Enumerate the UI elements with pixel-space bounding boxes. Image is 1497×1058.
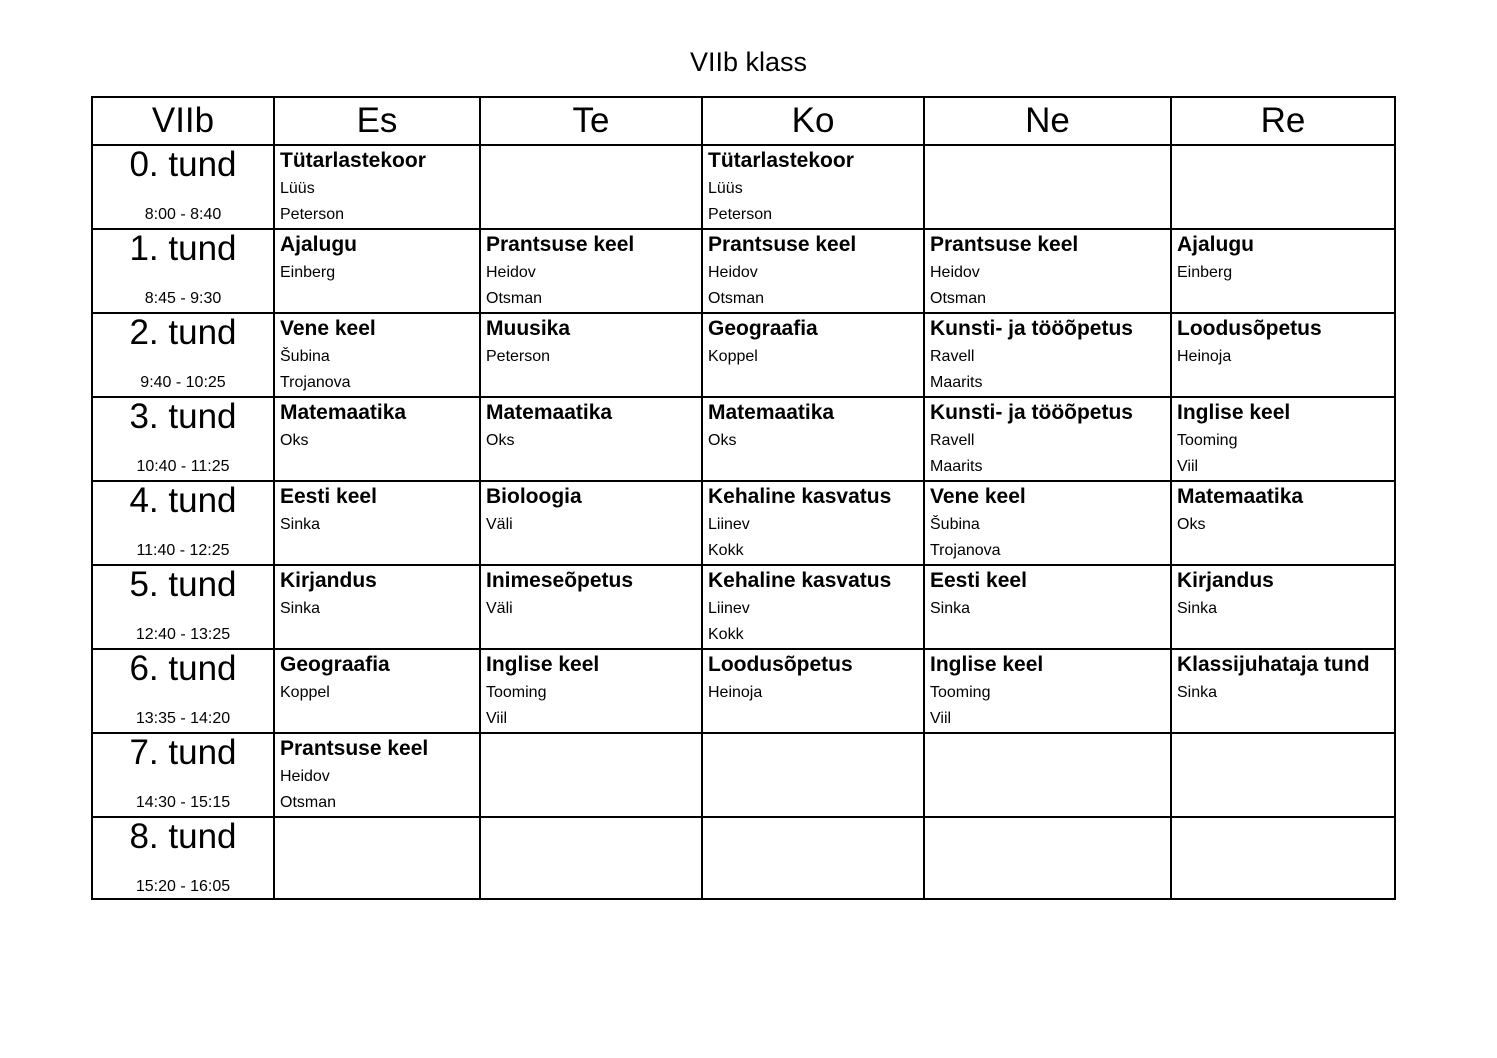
lesson-cell-monday: [274, 481, 480, 565]
lesson-cell-wednesday: [702, 481, 924, 565]
lesson-cell-wednesday: [702, 565, 924, 649]
period-name: 7. tund: [129, 733, 237, 772]
lesson-teacher: Koppel: [708, 348, 758, 365]
period-time: 9:40 - 10:25: [140, 374, 226, 391]
period-name: 5. tund: [129, 565, 237, 604]
lesson-cell-thursday: [924, 565, 1171, 649]
period-time: 10:40 - 11:25: [136, 458, 230, 475]
header-row: [92, 97, 1395, 145]
lesson-cell-wednesday: [702, 313, 924, 397]
lesson-subject: Inimeseõpetus: [486, 569, 634, 592]
lesson-teacher: Koppel: [280, 684, 330, 701]
lesson-subject: Kirjandus: [280, 569, 377, 592]
period-time: 11:40 - 12:25: [136, 542, 230, 559]
lesson-subject: Tütarlastekoor: [708, 149, 854, 172]
lesson-teacher: Otsman: [708, 290, 765, 307]
lesson-subject: Geograafia: [280, 653, 390, 676]
lesson-teacher: Šubina: [280, 348, 330, 365]
lesson-subject: Kunsti- ja tööõpetus: [930, 401, 1133, 424]
header-day-friday: Re: [1171, 97, 1395, 145]
lesson-cell-monday: [274, 649, 480, 733]
lesson-subject: Kunsti- ja tööõpetus: [930, 317, 1133, 340]
lesson-teacher: Sinka: [1177, 684, 1218, 701]
page-title: VIIb klass: [689, 47, 808, 77]
lesson-cell-thursday: [924, 817, 1171, 899]
lesson-subject: Geograafia: [708, 317, 818, 340]
lesson-cell-thursday: [924, 649, 1171, 733]
header-day-tuesday: Te: [480, 97, 702, 145]
period-time: 12:40 - 13:25: [135, 626, 231, 643]
lesson-teacher: Oks: [1177, 516, 1206, 533]
lesson-subject: Tütarlastekoor: [280, 149, 426, 172]
lesson-cell-friday: [1171, 817, 1395, 899]
lesson-teacher: Einberg: [1177, 264, 1233, 281]
lesson-teacher: Väli: [486, 600, 513, 617]
lesson-subject: Bioloogia: [486, 485, 582, 508]
lesson-cell-wednesday: [702, 397, 924, 481]
lesson-subject: Muusika: [486, 317, 571, 340]
period-name: 1. tund: [129, 229, 237, 268]
lesson-subject: Prantsuse keel: [708, 233, 857, 256]
timetable: [91, 96, 1396, 900]
period-time: 14:30 - 15:15: [135, 794, 231, 811]
lesson-teacher: Liinev: [708, 516, 750, 533]
lesson-teacher: Heinoja: [1177, 348, 1232, 365]
period-cell: [92, 481, 274, 565]
lesson-subject: Vene keel: [280, 317, 376, 340]
lesson-cell-tuesday: [480, 397, 702, 481]
lesson-cell-friday: [1171, 733, 1395, 817]
lesson-cell-friday: [1171, 145, 1395, 229]
lesson-subject: Inglise keel: [1177, 401, 1291, 424]
header-day-thursday: Ne: [924, 97, 1171, 145]
lesson-teacher: Trojanova: [930, 542, 1001, 559]
lesson-cell-friday: [1171, 481, 1395, 565]
lesson-cell-friday: [1171, 397, 1395, 481]
lesson-cell-monday: [274, 565, 480, 649]
period-name: 6. tund: [129, 649, 237, 688]
period-cell: [92, 565, 274, 649]
period-name: 8. tund: [129, 817, 237, 856]
lesson-cell-friday: [1171, 649, 1395, 733]
period-time: 8:45 - 9:30: [144, 290, 222, 307]
lesson-cell-monday: [274, 397, 480, 481]
lesson-cell-monday: [274, 229, 480, 313]
table-row: [92, 817, 1395, 899]
lesson-teacher: Einberg: [280, 264, 336, 281]
lesson-subject: Kehaline kasvatus: [708, 485, 892, 508]
period-time: 15:20 - 16:05: [135, 878, 231, 895]
lesson-cell-tuesday: [480, 649, 702, 733]
lesson-teacher: Oks: [280, 432, 309, 449]
table-row: [92, 733, 1395, 817]
lesson-teacher: Ravell: [930, 348, 975, 365]
lesson-teacher: Sinka: [930, 600, 971, 617]
period-cell: [92, 229, 274, 313]
table-row: [92, 229, 1395, 313]
lesson-subject: Ajalugu: [1177, 233, 1254, 256]
lesson-cell-tuesday: [480, 817, 702, 899]
period-cell: [92, 817, 274, 899]
lesson-teacher: Heinoja: [708, 684, 763, 701]
lesson-cell-friday: [1171, 313, 1395, 397]
lesson-teacher: Kokk: [708, 542, 744, 559]
lesson-teacher: Sinka: [1177, 600, 1218, 617]
lesson-cell-thursday: [924, 481, 1171, 565]
lesson-cell-tuesday: [480, 481, 702, 565]
lesson-teacher: Oks: [486, 432, 515, 449]
lesson-cell-thursday: [924, 313, 1171, 397]
lesson-teacher: Oks: [708, 432, 737, 449]
lesson-teacher: Peterson: [280, 206, 345, 223]
lesson-teacher: Otsman: [486, 290, 543, 307]
header-class: VIIb: [92, 97, 274, 145]
lesson-teacher: Viil: [1177, 458, 1199, 475]
lesson-teacher: Šubina: [930, 516, 980, 533]
lesson-teacher: Maarits: [930, 458, 983, 475]
lesson-cell-monday: [274, 145, 480, 229]
lesson-cell-tuesday: [480, 313, 702, 397]
lesson-cell-monday: [274, 313, 480, 397]
lesson-subject: Kirjandus: [1177, 569, 1274, 592]
lesson-teacher: Väli: [486, 516, 513, 533]
lesson-cell-tuesday: [480, 733, 702, 817]
period-time: 8:00 - 8:40: [144, 206, 222, 223]
lesson-subject: Ajalugu: [280, 233, 357, 256]
lesson-subject: Matemaatika: [280, 401, 407, 424]
lesson-teacher: Peterson: [708, 206, 773, 223]
lesson-cell-thursday: [924, 397, 1171, 481]
lesson-subject: Eesti keel: [280, 485, 377, 508]
lesson-cell-friday: [1171, 565, 1395, 649]
lesson-teacher: Lüüs: [280, 180, 315, 197]
table-row: [92, 565, 1395, 649]
period-name: 3. tund: [129, 397, 237, 436]
lesson-subject: Klassijuhataja tund: [1177, 653, 1370, 676]
lesson-cell-wednesday: [702, 733, 924, 817]
period-cell: [92, 397, 274, 481]
lesson-cell-wednesday: [702, 817, 924, 899]
lesson-subject: Matemaatika: [1177, 485, 1304, 508]
lesson-teacher: Heidov: [486, 264, 536, 281]
lesson-teacher: Otsman: [930, 290, 987, 307]
lesson-teacher: Liinev: [708, 600, 750, 617]
lesson-cell-thursday: [924, 229, 1171, 313]
lesson-cell-tuesday: [480, 145, 702, 229]
table-row: [92, 649, 1395, 733]
lesson-teacher: Peterson: [486, 348, 551, 365]
lesson-subject: Kehaline kasvatus: [708, 569, 892, 592]
lesson-teacher: Sinka: [280, 600, 321, 617]
period-cell: [92, 649, 274, 733]
lesson-subject: Eesti keel: [930, 569, 1027, 592]
timetable-body: [92, 145, 1395, 899]
lesson-cell-thursday: [924, 733, 1171, 817]
period-cell: [92, 733, 274, 817]
lesson-teacher: Tooming: [486, 684, 547, 701]
lesson-subject: Prantsuse keel: [930, 233, 1079, 256]
lesson-teacher: Maarits: [930, 374, 983, 391]
lesson-cell-wednesday: [702, 145, 924, 229]
header-day-wednesday: Ko: [702, 97, 924, 145]
lesson-teacher: Lüüs: [708, 180, 743, 197]
period-cell: [92, 145, 274, 229]
lesson-cell-monday: [274, 733, 480, 817]
lesson-teacher: Heidov: [280, 768, 330, 785]
lesson-teacher: Viil: [930, 710, 952, 727]
lesson-teacher: Tooming: [930, 684, 991, 701]
lesson-cell-tuesday: [480, 565, 702, 649]
lesson-teacher: Ravell: [930, 432, 975, 449]
lesson-subject: Matemaatika: [708, 401, 835, 424]
period-time: 13:35 - 14:20: [135, 710, 231, 727]
period-name: 4. tund: [129, 481, 237, 520]
lesson-subject: Loodusõpetus: [708, 653, 853, 676]
lesson-teacher: Otsman: [280, 794, 337, 811]
lesson-cell-friday: [1171, 229, 1395, 313]
lesson-teacher: Viil: [486, 710, 508, 727]
lesson-cell-thursday: [924, 145, 1171, 229]
period-cell: [92, 313, 274, 397]
lesson-cell-tuesday: [480, 229, 702, 313]
lesson-subject: Matemaatika: [486, 401, 613, 424]
table-row: [92, 481, 1395, 565]
table-row: [92, 313, 1395, 397]
lesson-subject: Loodusõpetus: [1177, 317, 1322, 340]
period-name: 2. tund: [129, 313, 237, 352]
lesson-teacher: Sinka: [280, 516, 321, 533]
lesson-subject: Prantsuse keel: [486, 233, 635, 256]
lesson-teacher: Heidov: [930, 264, 980, 281]
lesson-subject: Prantsuse keel: [280, 737, 429, 760]
table-row: [92, 397, 1395, 481]
lesson-teacher: Kokk: [708, 626, 744, 643]
lesson-cell-monday: [274, 817, 480, 899]
period-name: 0. tund: [129, 145, 237, 184]
lesson-subject: Vene keel: [930, 485, 1026, 508]
lesson-cell-wednesday: [702, 229, 924, 313]
table-row: [92, 145, 1395, 229]
lesson-teacher: Trojanova: [280, 374, 351, 391]
header-day-monday: Es: [274, 97, 480, 145]
lesson-teacher: Tooming: [1177, 432, 1238, 449]
lesson-subject: Inglise keel: [486, 653, 600, 676]
lesson-cell-wednesday: [702, 649, 924, 733]
lesson-subject: Inglise keel: [930, 653, 1044, 676]
lesson-teacher: Heidov: [708, 264, 758, 281]
